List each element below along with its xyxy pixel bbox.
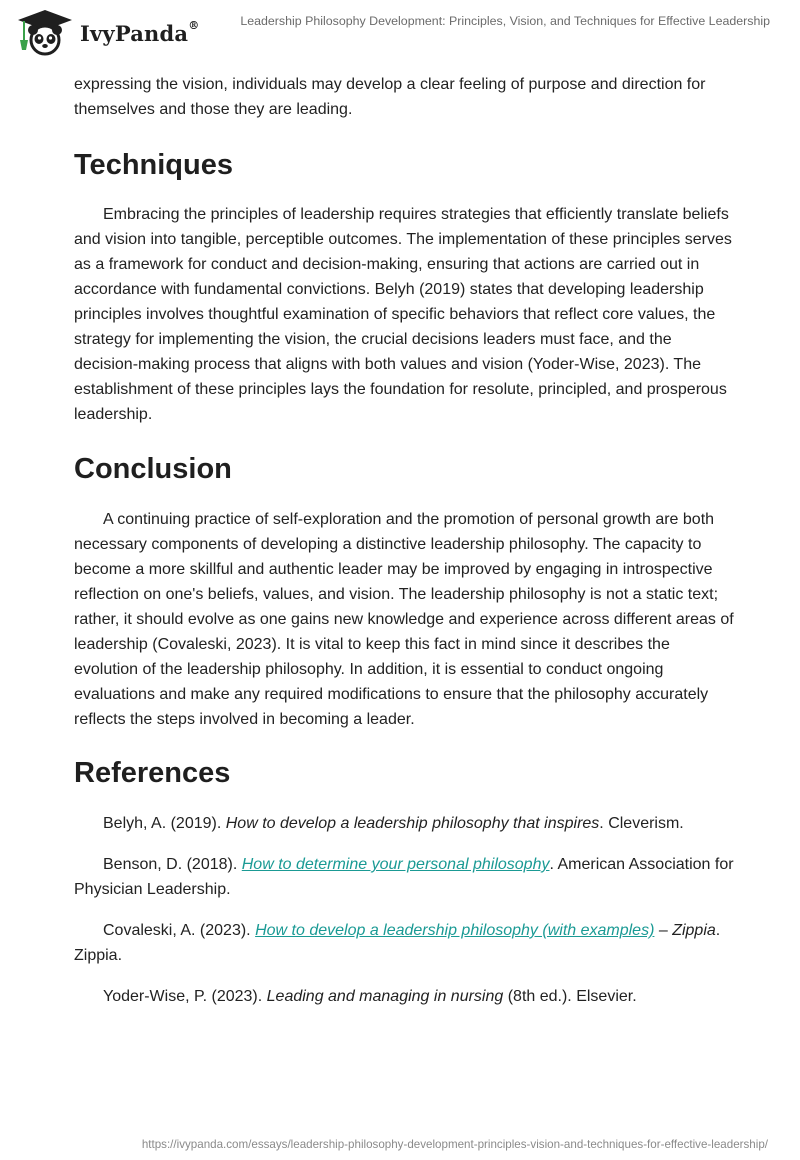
- reference-link-covaleski[interactable]: How to develop a leadership philosophy (with examples): [255, 922, 655, 939]
- reference-item-belyh: Belyh, A. (2019). How to develop a leadership philosophy that inspires. Cleverism.: [103, 815, 684, 832]
- panda-graduate-icon[interactable]: [14, 6, 76, 58]
- footer-url[interactable]: https://ivypanda.com/essays/leadership-philosophy-development-principles-vision-and-techniques-for-effective-leadership/: [141, 1138, 768, 1151]
- references-heading: References: [74, 757, 231, 789]
- techniques-paragraph: Embracing the principles of leadership requires strategies that efficiently translate beliefs and vision into tangible, perceptible outcomes. The implementation of these principles serves as a framework for conduct and decision-making, ensuring that actions are carried out in accordance with fundamental convictions. Belyh (2019) states that developing leadership principles involves thoughtful examination of specific behaviors that reflect core values, the strategy for implementing the vision, the crucial decisions leaders must face, and the decision-making process that aligns with both values and vision (Yoder-Wise, 2023). The establishment of these principles lays the foundation for resolute, principled, and prosperous leadership.: [74, 206, 732, 423]
- reference-link-benson[interactable]: How to determine your personal philosophy: [241, 856, 550, 873]
- brand-name[interactable]: IvyPanda®: [80, 19, 200, 46]
- essay-content: [74, 72, 734, 1025]
- intro-continuation-paragraph: expressing the vision, individuals may develop a clear feeling of purpose and direction for themselves and those they are leading.: [74, 76, 706, 118]
- reference-item-yoder-wise: Yoder-Wise, P. (2023). Leading and managing in nursing (8th ed.). Elsevier.: [103, 988, 637, 1005]
- conclusion-paragraph: A continuing practice of self-exploration and the promotion of personal growth are both necessary components of developing a distinctive leadership philosophy. The capacity to become a more skillful and authentic leader may be improved by engaging in introspective reflection on one's beliefs, values, and vision. The leadership philosophy is not a static text; rather, it should evolve as one gains new knowledge and experience across different areas of leadership (Covaleski, 2023). It is vital to keep this fact in mind since it describes the evolution of the leadership philosophy. In addition, it is essential to conduct ongoing evaluations and make any required modifications to ensure that the philosophy accurately reflects the steps involved in becoming a leader.: [74, 511, 734, 728]
- conclusion-heading: Conclusion: [74, 453, 232, 485]
- document-title: Leadership Philosophy Development: Principles, Vision, and Techniques for Effective Leadership: [240, 14, 770, 28]
- page-header: [0, 0, 800, 62]
- reference-item-covaleski: Covaleski, A. (2023). How to develop a leadership philosophy (with examples) – Zippia. Zippia.: [74, 922, 721, 964]
- reference-item-benson: Benson, D. (2018). How to determine your personal philosophy. American Association for Physician Leadership.: [74, 856, 734, 898]
- techniques-heading: Techniques: [74, 149, 233, 181]
